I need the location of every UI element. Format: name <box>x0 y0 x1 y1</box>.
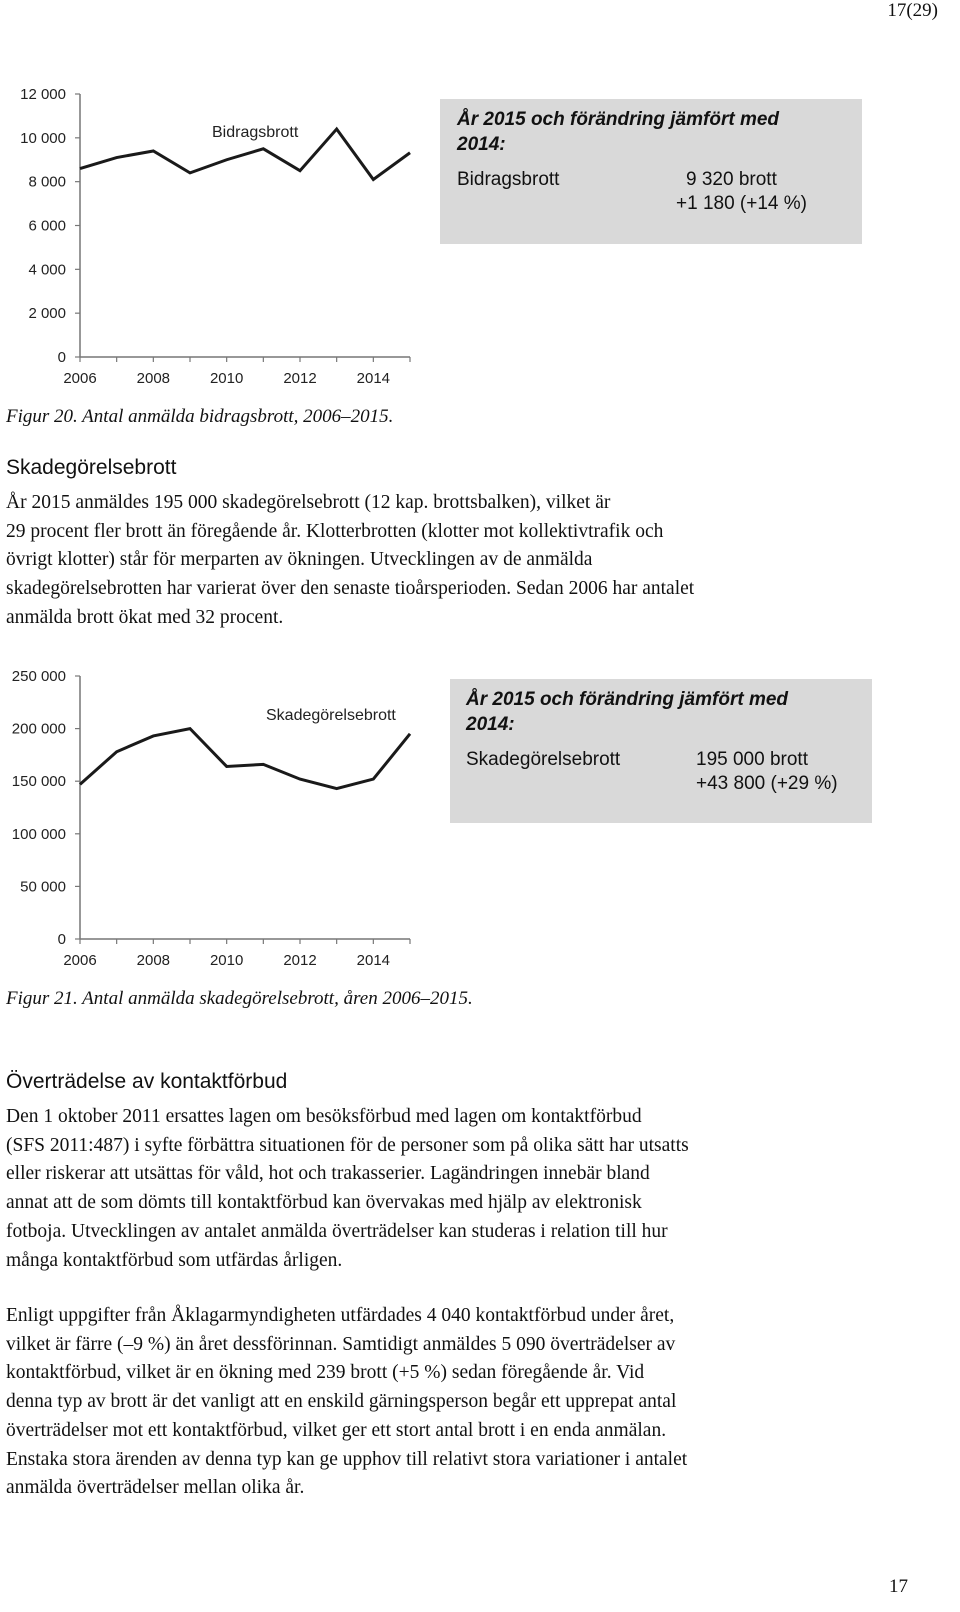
paragraph-line: anmälda överträdelser mellan olika år. <box>6 1477 305 1499</box>
skadegorelsebrott-paragraph <box>6 489 936 633</box>
summary-box-change: +43 800 (+29 %) <box>696 773 838 794</box>
summary-box-label: Bidragsbrott <box>457 169 560 190</box>
x-tick-label: 2010 <box>209 952 244 969</box>
x-tick-label: 2006 <box>63 370 97 387</box>
series-label: Skadegörelsebrott <box>266 707 396 724</box>
paragraph-line: kontaktförbud, vilket är en ökning med 239 brott (+5 %) sedan föregående år. Vid <box>6 1362 645 1384</box>
y-tick-label: 12 000 <box>20 86 66 103</box>
summary-box-change: +1 180 (+14 %) <box>676 193 807 214</box>
paragraph-line: Enligt uppgifter från Åklagarmyndigheten utfärdades 4 040 kontaktförbud under året, <box>6 1305 675 1326</box>
summary-box-title: År 2015 och förändring jämfört med 2014: <box>457 109 780 155</box>
bidragsbrott-summary-box <box>440 99 862 244</box>
paragraph-line: skadegörelsebrotten har varierat över den senaste tioårsperioden. Sedan 2006 har antalet <box>6 578 695 600</box>
x-tick-label: 2014 <box>356 370 391 387</box>
x-tick-label: 2008 <box>136 370 171 387</box>
series-label: Bidragsbrott <box>212 124 299 141</box>
y-tick-label: 250 000 <box>11 668 66 685</box>
series-line <box>80 729 410 789</box>
paragraph-line: fotboja. Utvecklingen av antalet anmälda överträdelser kan studeras i relation till hur <box>6 1220 668 1242</box>
paragraph-line: denna typ av brott är det vanligt att en enskild gärningsperson begår ett upprepat antal <box>6 1391 677 1413</box>
skadegorelsebrott-summary-box <box>450 679 872 823</box>
summary-box-label: Skadegörelsebrott <box>466 749 621 770</box>
paragraph-line: annat att de som dömts till kontaktförbud kan övervakas med hjälp av elektronisk <box>6 1192 642 1214</box>
figure-20-caption: Figur 20. Antal anmälda bidragsbrott, 2006–2015. <box>6 406 394 427</box>
paragraph-line: År 2015 anmäldes 195 000 skadegörelsebrott (12 kap. brottsbalken), vilket är <box>6 492 611 513</box>
x-tick-label: 2006 <box>63 952 97 969</box>
paragraph-line: Den 1 oktober 2011 ersattes lagen om besöksförbud med lagen om kontaktförbud <box>6 1106 642 1127</box>
x-tick-label: 2008 <box>136 952 171 969</box>
section-heading-skadegorelsebrott: Skadegörelsebrott <box>6 456 177 479</box>
paragraph-line: övrigt klotter) står för merparten av ökningen. Utvecklingen av de anmälda <box>6 549 593 571</box>
x-tick-label: 2012 <box>283 370 317 387</box>
y-tick-label: 4 000 <box>28 261 66 279</box>
x-tick-label: 2014 <box>356 952 391 969</box>
kontaktforbud-paragraph-1 <box>6 1103 936 1275</box>
paragraph-line: eller riskerar att utsättas för våld, hot och trakasserier. Lagändringen innebär bland <box>6 1163 650 1185</box>
y-tick-label: 50 000 <box>20 878 66 896</box>
paragraph-line: överträdelser mot ett kontaktförbud, vilket ger ett stort antal brott i en enda anmälan. <box>6 1419 667 1441</box>
paragraph-line: många kontaktförbud som utfärdas årligen. <box>6 1249 343 1271</box>
paragraph-line: vilket är färre (–9 %) än året dessförinnan. Samtidigt anmäldes 5 090 överträdelser av <box>6 1333 676 1355</box>
y-tick-label: 6 000 <box>28 217 66 235</box>
y-tick-label: 2 000 <box>28 305 66 323</box>
page-number-footer: 17 <box>889 1576 908 1597</box>
x-tick-label: 2010 <box>209 370 244 387</box>
y-tick-label: 10 000 <box>20 129 66 147</box>
page-number-header: 17(29) <box>887 0 938 21</box>
y-tick-label: 8 000 <box>28 173 66 191</box>
paragraph-line: Enstaka stora ärenden av denna typ kan ge upphov till relativt stora variationer i antalet <box>6 1448 688 1470</box>
y-tick-label: 100 000 <box>11 825 66 843</box>
x-tick-label: 2012 <box>283 952 317 969</box>
bidragsbrott-line-chart <box>0 80 420 400</box>
y-tick-label: 0 <box>57 931 66 948</box>
skadegorelsebrott-line-chart <box>0 662 420 982</box>
paragraph-line: 29 procent fler brott än föregående år. Klotterbrotten (klotter mot kollektivtrafik och <box>6 520 664 542</box>
y-tick-label: 200 000 <box>11 720 66 738</box>
section-heading-kontaktforbud: Överträdelse av kontaktförbud <box>6 1070 288 1093</box>
paragraph-line: anmälda brott ökat med 32 procent. <box>6 606 284 628</box>
paragraph-line: (SFS 2011:487) i syfte förbättra situationen för de personer som på olika sätt har utsatts <box>6 1134 689 1156</box>
summary-box-value: 195 000 brott <box>696 749 808 770</box>
summary-box-title: År 2015 och förändring jämfört med 2014: <box>466 689 789 735</box>
summary-box-value: 9 320 brott <box>686 169 777 190</box>
kontaktforbud-paragraph-2 <box>6 1302 936 1503</box>
figure-21-caption: Figur 21. Antal anmälda skadegörelsebrott, åren 2006–2015. <box>6 988 473 1009</box>
y-tick-label: 0 <box>57 349 66 366</box>
y-tick-label: 150 000 <box>11 773 66 791</box>
